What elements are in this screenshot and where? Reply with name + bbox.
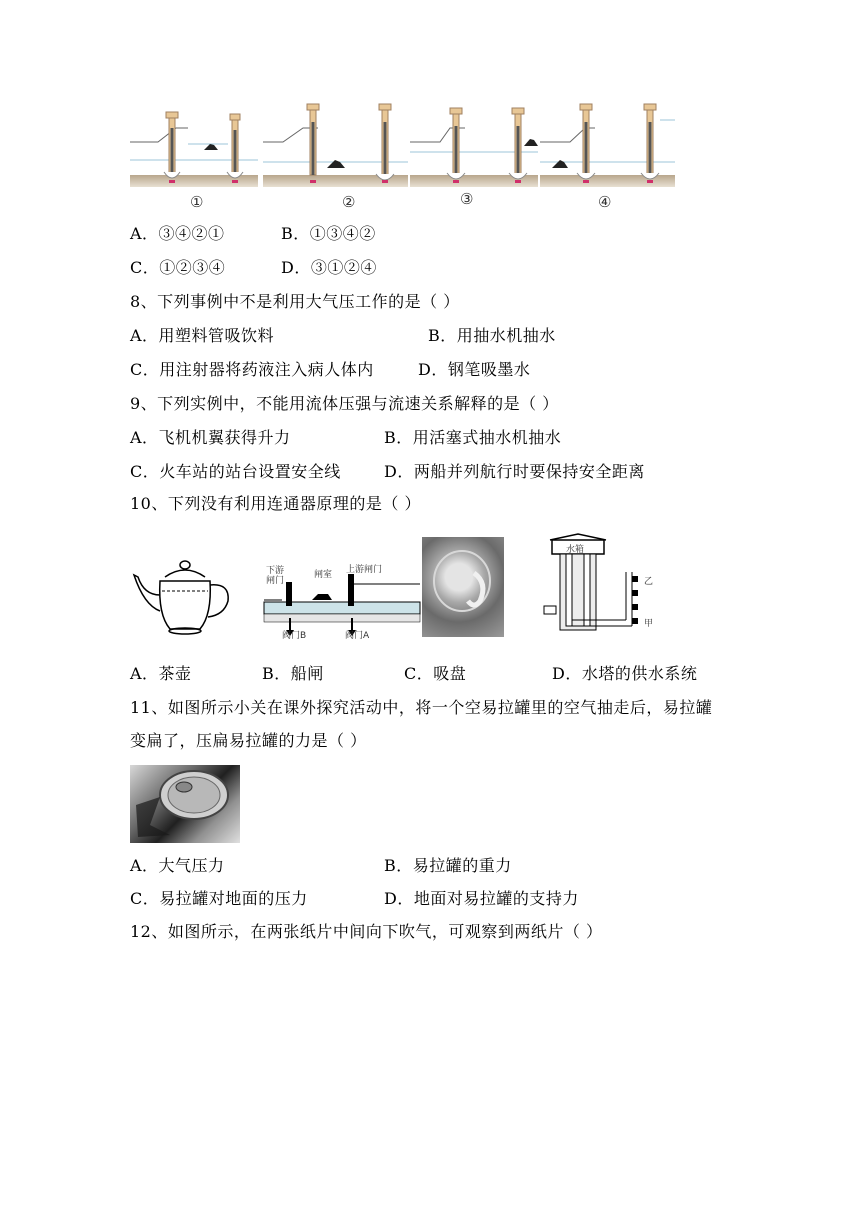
figure-label-2: ②: [342, 193, 356, 211]
q10-option-a: A．茶壶: [130, 664, 192, 683]
label-valve-a: 阀门A: [345, 631, 370, 641]
q11-option-c: C．易拉罐对地面的压力: [130, 889, 308, 908]
q12-stem: 12、如图所示，在两张纸片中间向下吹气，可观察到两纸片（ ）: [130, 922, 603, 941]
label-tap-yi: 乙: [644, 577, 654, 587]
q9-option-a: A．飞机机翼获得升力: [130, 428, 291, 447]
figure-label-4: ④: [598, 193, 612, 211]
q10-stem: 10、下列没有利用连通器原理的是（ ）: [130, 494, 421, 513]
q7-option-c: C．①②③④: [130, 258, 226, 277]
label-downstream-gate-1: 下游: [266, 566, 285, 576]
label-upstream-gate: 上游闸门: [346, 565, 383, 575]
suction-cup-photo: [422, 537, 504, 637]
q9-option-b: B．用活塞式抽水机抽水: [384, 428, 562, 447]
q11-option-d: D．地面对易拉罐的支持力: [384, 889, 579, 908]
figure-label-1: ①: [190, 193, 204, 211]
q7-option-d: D．③①②④: [281, 258, 377, 277]
figure-label-3: ③: [460, 190, 474, 208]
q7-option-a: A．③④②①: [130, 224, 225, 243]
q9-stem: 9、下列实例中，不能用流体压强与流速关系解释的是（ ）: [130, 394, 559, 413]
q10-option-b: B．船闸: [262, 664, 324, 683]
q8-stem: 8、下列事例中不是利用大气压工作的是（ ）: [130, 292, 460, 311]
q8-option-a: A．用塑料管吸饮料: [130, 326, 275, 345]
lock-panel-4: [540, 104, 675, 187]
q9-option-c: C．火车站的站台设置安全线: [130, 462, 341, 481]
q8-option-c: C．用注射器将药液注入病人体内: [130, 360, 374, 379]
q11-option-a: A．大气压力: [130, 856, 225, 875]
lock-panel-1: [130, 112, 258, 187]
q11-option-b: B．易拉罐的重力: [384, 856, 512, 875]
label-valve-b: 阀门B: [282, 631, 307, 641]
hook-icon: [422, 537, 504, 637]
q10-option-d: D．水塔的供水系统: [552, 664, 698, 683]
q8-option-b: B．用抽水机抽水: [428, 326, 556, 345]
label-downstream-gate-2: 闸门: [266, 576, 285, 586]
q7-option-b: B．①③④②: [281, 224, 376, 243]
q10-option-c: C．吸盘: [404, 664, 467, 683]
lock-panel-2: [263, 104, 408, 187]
teapot-figure: [130, 555, 240, 640]
q9-option-d: D．两船并列航行时要保持安全距离: [384, 462, 645, 481]
lock-panel-3: [410, 108, 538, 187]
ship-lock-sequence-figure: [128, 100, 678, 215]
q11-stem-line-1: 11、如图所示小关在课外探究活动中，将一个空易拉罐里的空气抽走后，易拉罐: [130, 698, 713, 717]
label-water-tank: 水箱: [566, 545, 585, 555]
q11-stem-line-2: 变扁了，压扁易拉罐的力是（ ）: [130, 731, 367, 750]
label-lock-chamber: 闸室: [314, 570, 333, 580]
q8-option-d: D．钢笔吸墨水: [418, 360, 531, 379]
can-top-icon: [130, 765, 240, 843]
crushed-can-photo: [130, 765, 240, 843]
label-tap-jia: 甲: [644, 619, 654, 629]
